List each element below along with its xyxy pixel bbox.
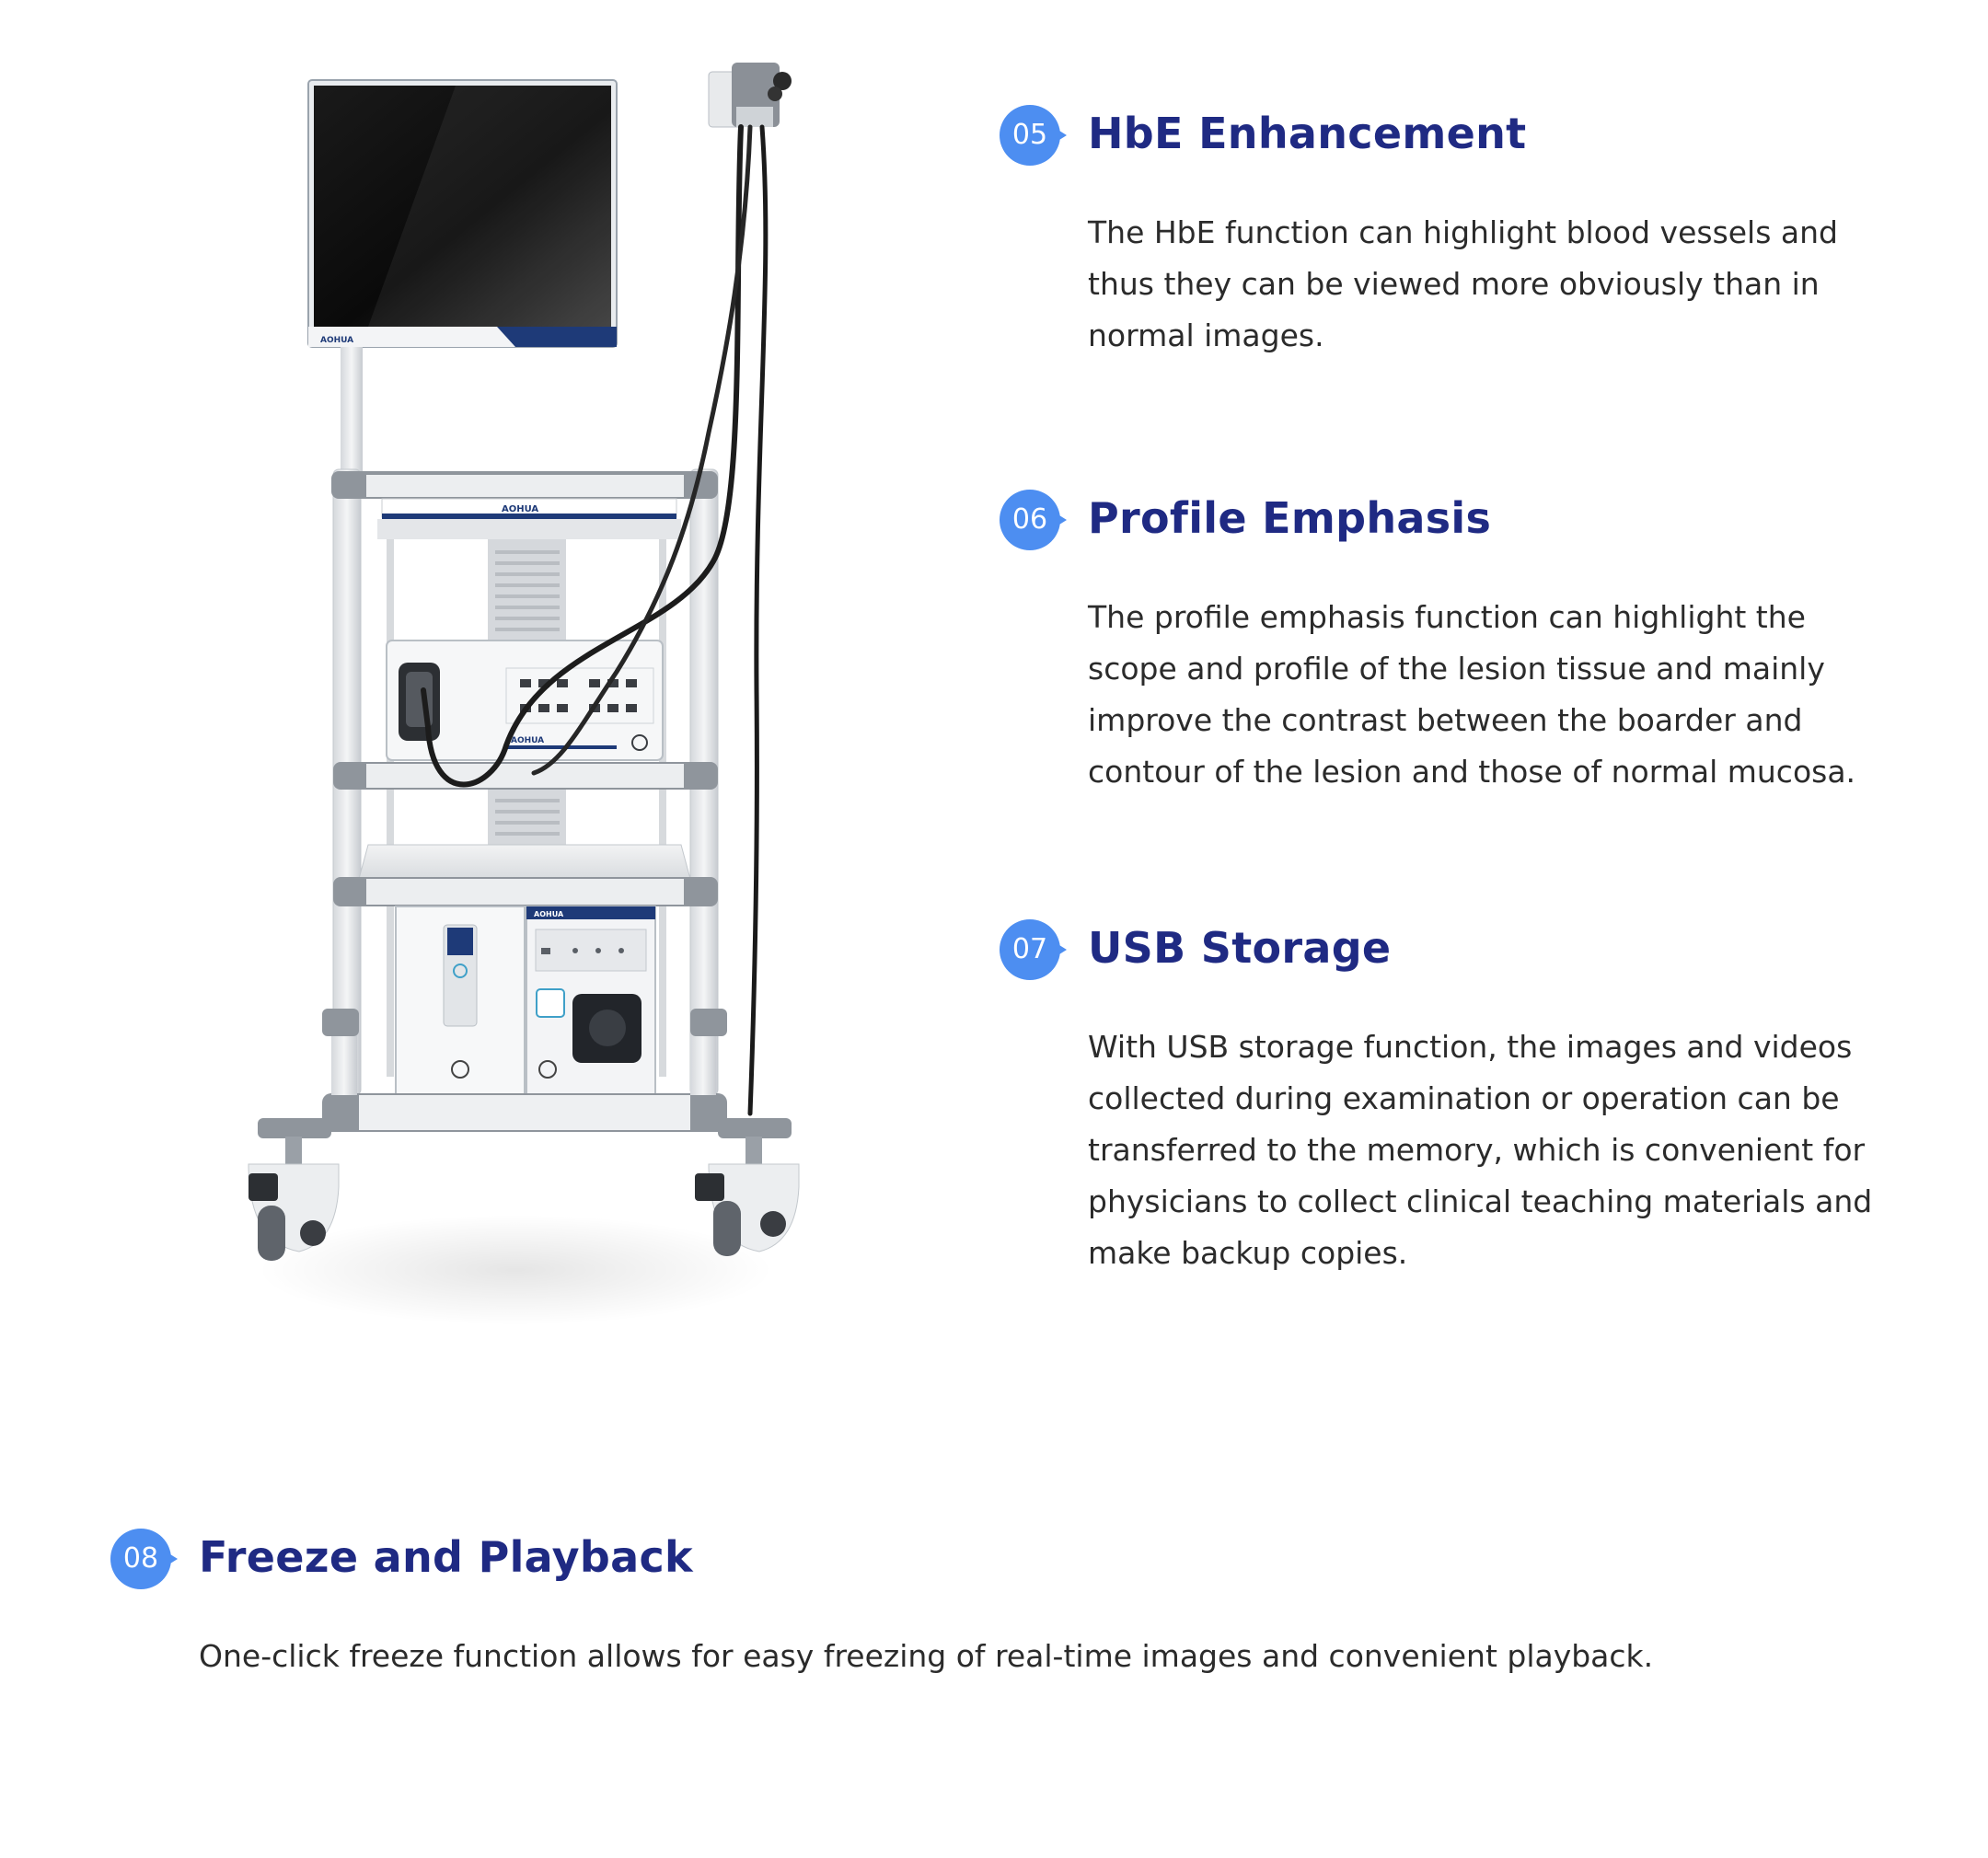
description-line: normal images. (1088, 317, 1324, 353)
description-line: One-click freeze function allows for easy freezing of real-time images and convenient playback. (199, 1638, 1654, 1674)
description-line: The profile emphasis function can highlight the (1088, 599, 1806, 635)
description-line: transferred to the memory, which is convenient for (1088, 1132, 1866, 1168)
feature-title: Profile Emphasis (1088, 493, 1492, 543)
description-line: physicians to collect clinical teaching materials and (1088, 1183, 1873, 1219)
description-line: improve the contrast between the boarder and (1088, 702, 1803, 738)
description-line: thus they can be viewed more obviously than in (1088, 266, 1820, 302)
monitor-brand: AOHUA (320, 336, 354, 345)
description-line: With USB storage function, the images and videos (1088, 1029, 1853, 1065)
shelf-brand: AOHUA (502, 504, 539, 514)
feature-number-badge: 05 (1000, 105, 1060, 166)
product-image (230, 46, 828, 1371)
description-line: The HbE function can highlight blood vessels and (1088, 214, 1838, 250)
light-source (396, 906, 525, 1100)
feature-number-badge: 06 (1000, 490, 1060, 550)
processor-brand: AOHUA (511, 736, 545, 745)
scope-holder (709, 63, 792, 127)
description-line: make backup copies. (1088, 1235, 1408, 1271)
feature-number-badge: 08 (110, 1529, 171, 1589)
water-pump (526, 906, 655, 1100)
monitor (308, 80, 617, 347)
description-line: contour of the lesion and those of normal mucosa. (1088, 754, 1856, 790)
feature-description (1088, 592, 1944, 798)
feature-title: USB Storage (1088, 923, 1392, 973)
feature-description (1088, 1021, 1944, 1279)
feature-description (1088, 207, 1944, 362)
feature-description (199, 1631, 1948, 1682)
description-line: scope and profile of the lesion tissue and mainly (1088, 651, 1825, 687)
feature-number-badge: 07 (1000, 919, 1060, 980)
pump-brand: AOHUA (534, 910, 564, 918)
feature-title: HbE Enhancement (1088, 109, 1527, 158)
feature-title: Freeze and Playback (199, 1532, 693, 1582)
description-line: collected during examination or operation can be (1088, 1080, 1840, 1116)
